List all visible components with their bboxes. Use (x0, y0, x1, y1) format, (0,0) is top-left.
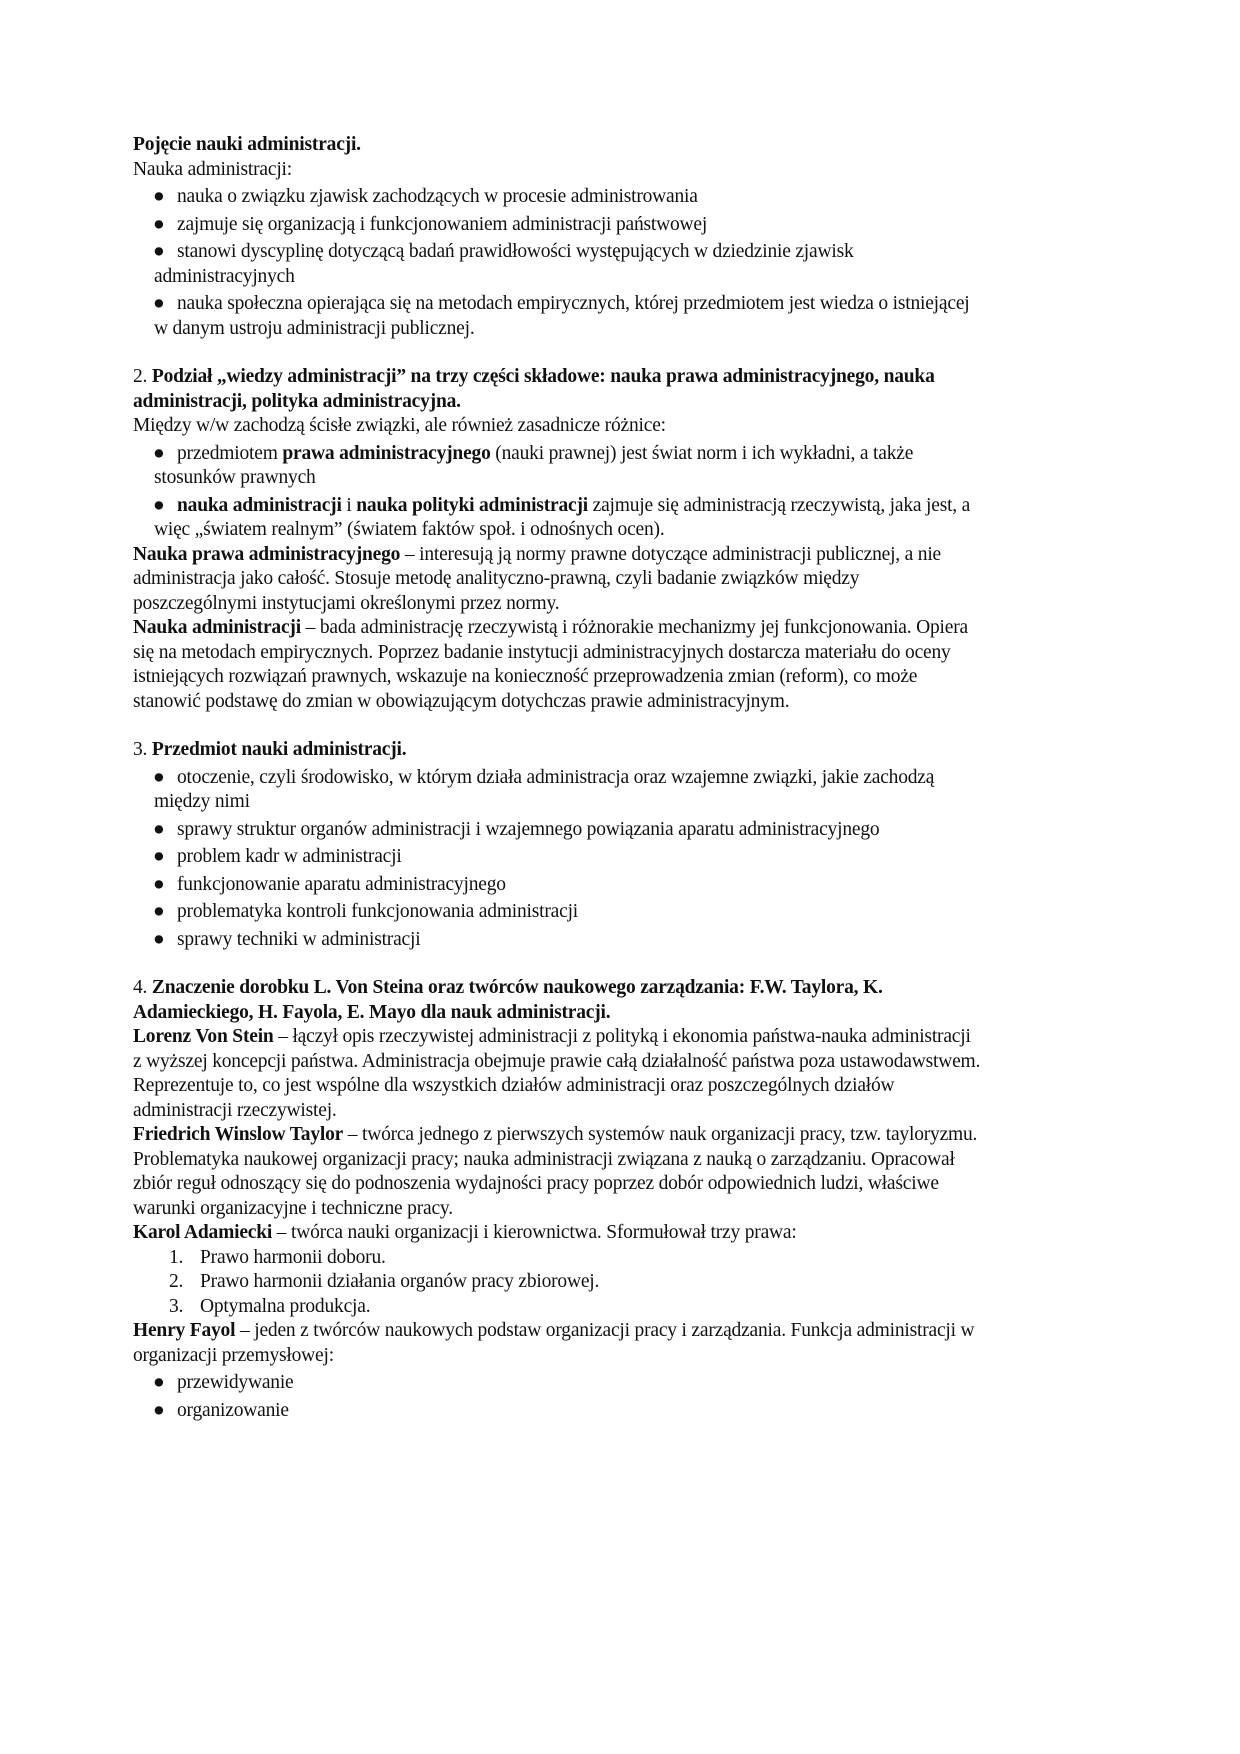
bullet-list (133, 766, 983, 953)
list-text: Prawo harmonii działania organów pracy zbiorowej. (200, 1271, 600, 1292)
text-run: Nauka administracji: (133, 158, 292, 180)
bold-text: Friedrich Winslow Taylor (133, 1124, 344, 1145)
list-item (110, 1399, 983, 1424)
paragraph (133, 414, 983, 439)
paragraph (133, 365, 983, 414)
bullet-icon: ● (153, 1399, 165, 1421)
bold-text: nauka polityki administracji (356, 494, 588, 516)
text-run: zajmuje się administracją rzeczywistą, jaka jest, a więc „światem realnym” (światem faktów społ. i odnośnych ocen). (154, 494, 971, 540)
blank-line (133, 341, 983, 365)
bullet-icon: ● (153, 494, 165, 516)
text-run: 2. (133, 366, 152, 387)
bullet-icon: ● (153, 1372, 165, 1393)
bullet-list (133, 185, 983, 341)
paragraph (133, 1025, 983, 1123)
bold-text: prawa administracyjnego (282, 442, 491, 464)
bullet-list (133, 1371, 983, 1423)
numbered-list (133, 1246, 983, 1320)
text-run: stanowi dyscyplinę dotyczącą badań prawidłowości występujących w dziedzinie zjawisk administracyjnych (154, 241, 854, 287)
bold-text: Przedmiot nauki administracji. (151, 739, 407, 760)
list-item (110, 928, 983, 953)
list-number: 3. (169, 1295, 184, 1317)
list-item (110, 240, 983, 289)
bullet-icon: ● (153, 928, 165, 950)
list-item (110, 1371, 983, 1396)
text-run: – interesują ją normy prawne dotyczące administracji publicznej, a nie administracja jako całość. Stosuje metodę analityczno-prawną, czyli badanie związków między poszczególnymi instytucjami określonymi przez normy. (133, 543, 942, 614)
paragraph (133, 1123, 983, 1221)
text-run: – bada administrację rzeczywistą i różnorakie mechanizmy jej funkcjonowania. Opiera się na metodach empirycznych. Poprzez badanie instytucji administracyjnych dostarcza materiału do oceny istniejących rozwiązań prawnych, wskazuje na konieczność przeprowadzenia zmian (reform), co może stanowić podstawę do zmian w obowiązującym dotychczas prawie administracyjnym. (133, 617, 968, 712)
text-run: 3. (133, 739, 152, 760)
list-item (133, 1295, 983, 1320)
bold-text: Pojęcie nauki administracji. (133, 134, 361, 155)
list-item (133, 1246, 983, 1271)
bullet-icon: ● (153, 442, 165, 464)
paragraph (133, 976, 983, 1025)
paragraph (133, 1319, 983, 1368)
text-run: sprawy struktur organów administracji i wzajemnego powiązania aparatu administracyjnego (177, 818, 880, 840)
bullet-icon: ● (153, 846, 165, 867)
list-item (110, 442, 983, 491)
text-run: i (341, 494, 357, 516)
paragraph (133, 616, 983, 714)
list-item (110, 494, 983, 543)
list-number: 2. (169, 1271, 184, 1292)
bold-text: Lorenz Von Stein (133, 1026, 274, 1047)
list-item (110, 185, 983, 210)
list-number: 1. (169, 1246, 184, 1268)
bullet-icon: ● (153, 186, 165, 207)
text-run: funkcjonowanie aparatu administracyjnego (177, 873, 506, 895)
bullet-icon: ● (153, 901, 165, 922)
text-run: Między w/w zachodzą ścisłe związki, ale również zasadnicze różnice: (133, 415, 666, 436)
list-item (110, 766, 983, 815)
text-run: – jeden z twórców naukowych podstaw organizacji pracy i zarządzania. Funkcja administracji w organizacji przemysłowej: (133, 1320, 975, 1366)
paragraph (133, 543, 983, 617)
bold-text: Henry Fayol (133, 1320, 236, 1341)
text-run: przewidywanie (177, 1372, 294, 1393)
bold-text: Znaczenie dorobku L. Von Steina oraz twórców naukowego zarządzania: F.W. Taylora, K. Adamieckiego, H. Fayola, E. Mayo dla nauk administracji. (133, 977, 883, 1023)
text-run: przedmiotem (177, 442, 283, 464)
list-item (133, 1270, 983, 1295)
text-run: – twórca nauki organizacji i kierownictwa. Sformułował trzy prawa: (272, 1222, 797, 1243)
list-text: Optymalna produkcja. (200, 1295, 371, 1317)
list-item (110, 845, 983, 870)
bold-text: Nauka prawa administracyjnego (133, 543, 401, 565)
bullet-icon: ● (153, 241, 165, 262)
list-item (110, 818, 983, 843)
list-item (110, 213, 983, 238)
list-item (110, 873, 983, 898)
paragraph (133, 158, 983, 183)
bullet-icon: ● (153, 293, 165, 314)
text-run: nauka o związku zjawisk zachodzących w procesie administrowania (177, 186, 698, 207)
list-item (110, 900, 983, 925)
bullet-icon: ● (153, 873, 165, 895)
text-run: 4. (133, 977, 152, 998)
text-run: – łączył opis rzeczywistej administracji z polityką i ekonomia państwa-nauka administracji z wyższej koncepcji państwa. Administracja obejmuje prawie całą działalność państwa poza ustawodawstwem. Reprezentuje to, co jest wspólne dla wszystkich działów administracji oraz poszczególnych działów administracji rzeczywistej. (133, 1026, 981, 1121)
paragraph (133, 133, 983, 158)
text-run: (nauki prawnej) jest świat norm i ich wykładni, a także stosunków prawnych (154, 442, 914, 488)
bullet-list (133, 442, 983, 543)
list-item (110, 292, 983, 341)
text-run: sprawy techniki w administracji (177, 928, 421, 950)
blank-line (133, 714, 983, 738)
text-run: nauka społeczna opierająca się na metodach empirycznych, której przedmiotem jest wiedza o istniejącej w danym ustroju administracji publicznej. (154, 293, 970, 339)
bullet-icon: ● (153, 818, 165, 840)
bullet-icon: ● (153, 766, 165, 788)
text-run: otoczenie, czyli środowisko, w którym działa administracja oraz wzajemne związki, jakie zachodzą między nimi (154, 766, 935, 812)
text-run: organizowanie (177, 1399, 289, 1421)
bold-text: nauka administracji (177, 494, 342, 516)
text-run: problematyka kontroli funkcjonowania administracji (177, 901, 579, 922)
bold-text: Podział „wiedzy administracji” na trzy części składowe: nauka prawa administracyjnego, nauka administracji, polityka administracyjna. (133, 366, 935, 412)
bullet-icon: ● (153, 213, 165, 235)
text-run: problem kadr w administracji (177, 846, 402, 867)
bold-text: Karol Adamiecki (133, 1222, 273, 1243)
text-run: zajmuje się organizacją i funkcjonowaniem administracji państwowej (177, 213, 708, 235)
document-page (133, 133, 983, 1423)
paragraph (133, 738, 983, 763)
list-text: Prawo harmonii doboru. (200, 1246, 386, 1268)
text-run: – twórca jednego z pierwszych systemów nauk organizacji pracy, tzw. tayloryzmu. Problematyka naukowej organizacji pracy; nauka administracji związana z nauką o zarządzaniu. Opracował zbiór reguł odnoszący się do podnoszenia wydajności pracy poprzez dobór odpowiednich ludzi, właściwe warunki organizacyjne i techniczne pracy. (133, 1124, 978, 1219)
bold-text: Nauka administracji (133, 617, 301, 638)
blank-line (133, 952, 983, 976)
paragraph (133, 1221, 983, 1246)
